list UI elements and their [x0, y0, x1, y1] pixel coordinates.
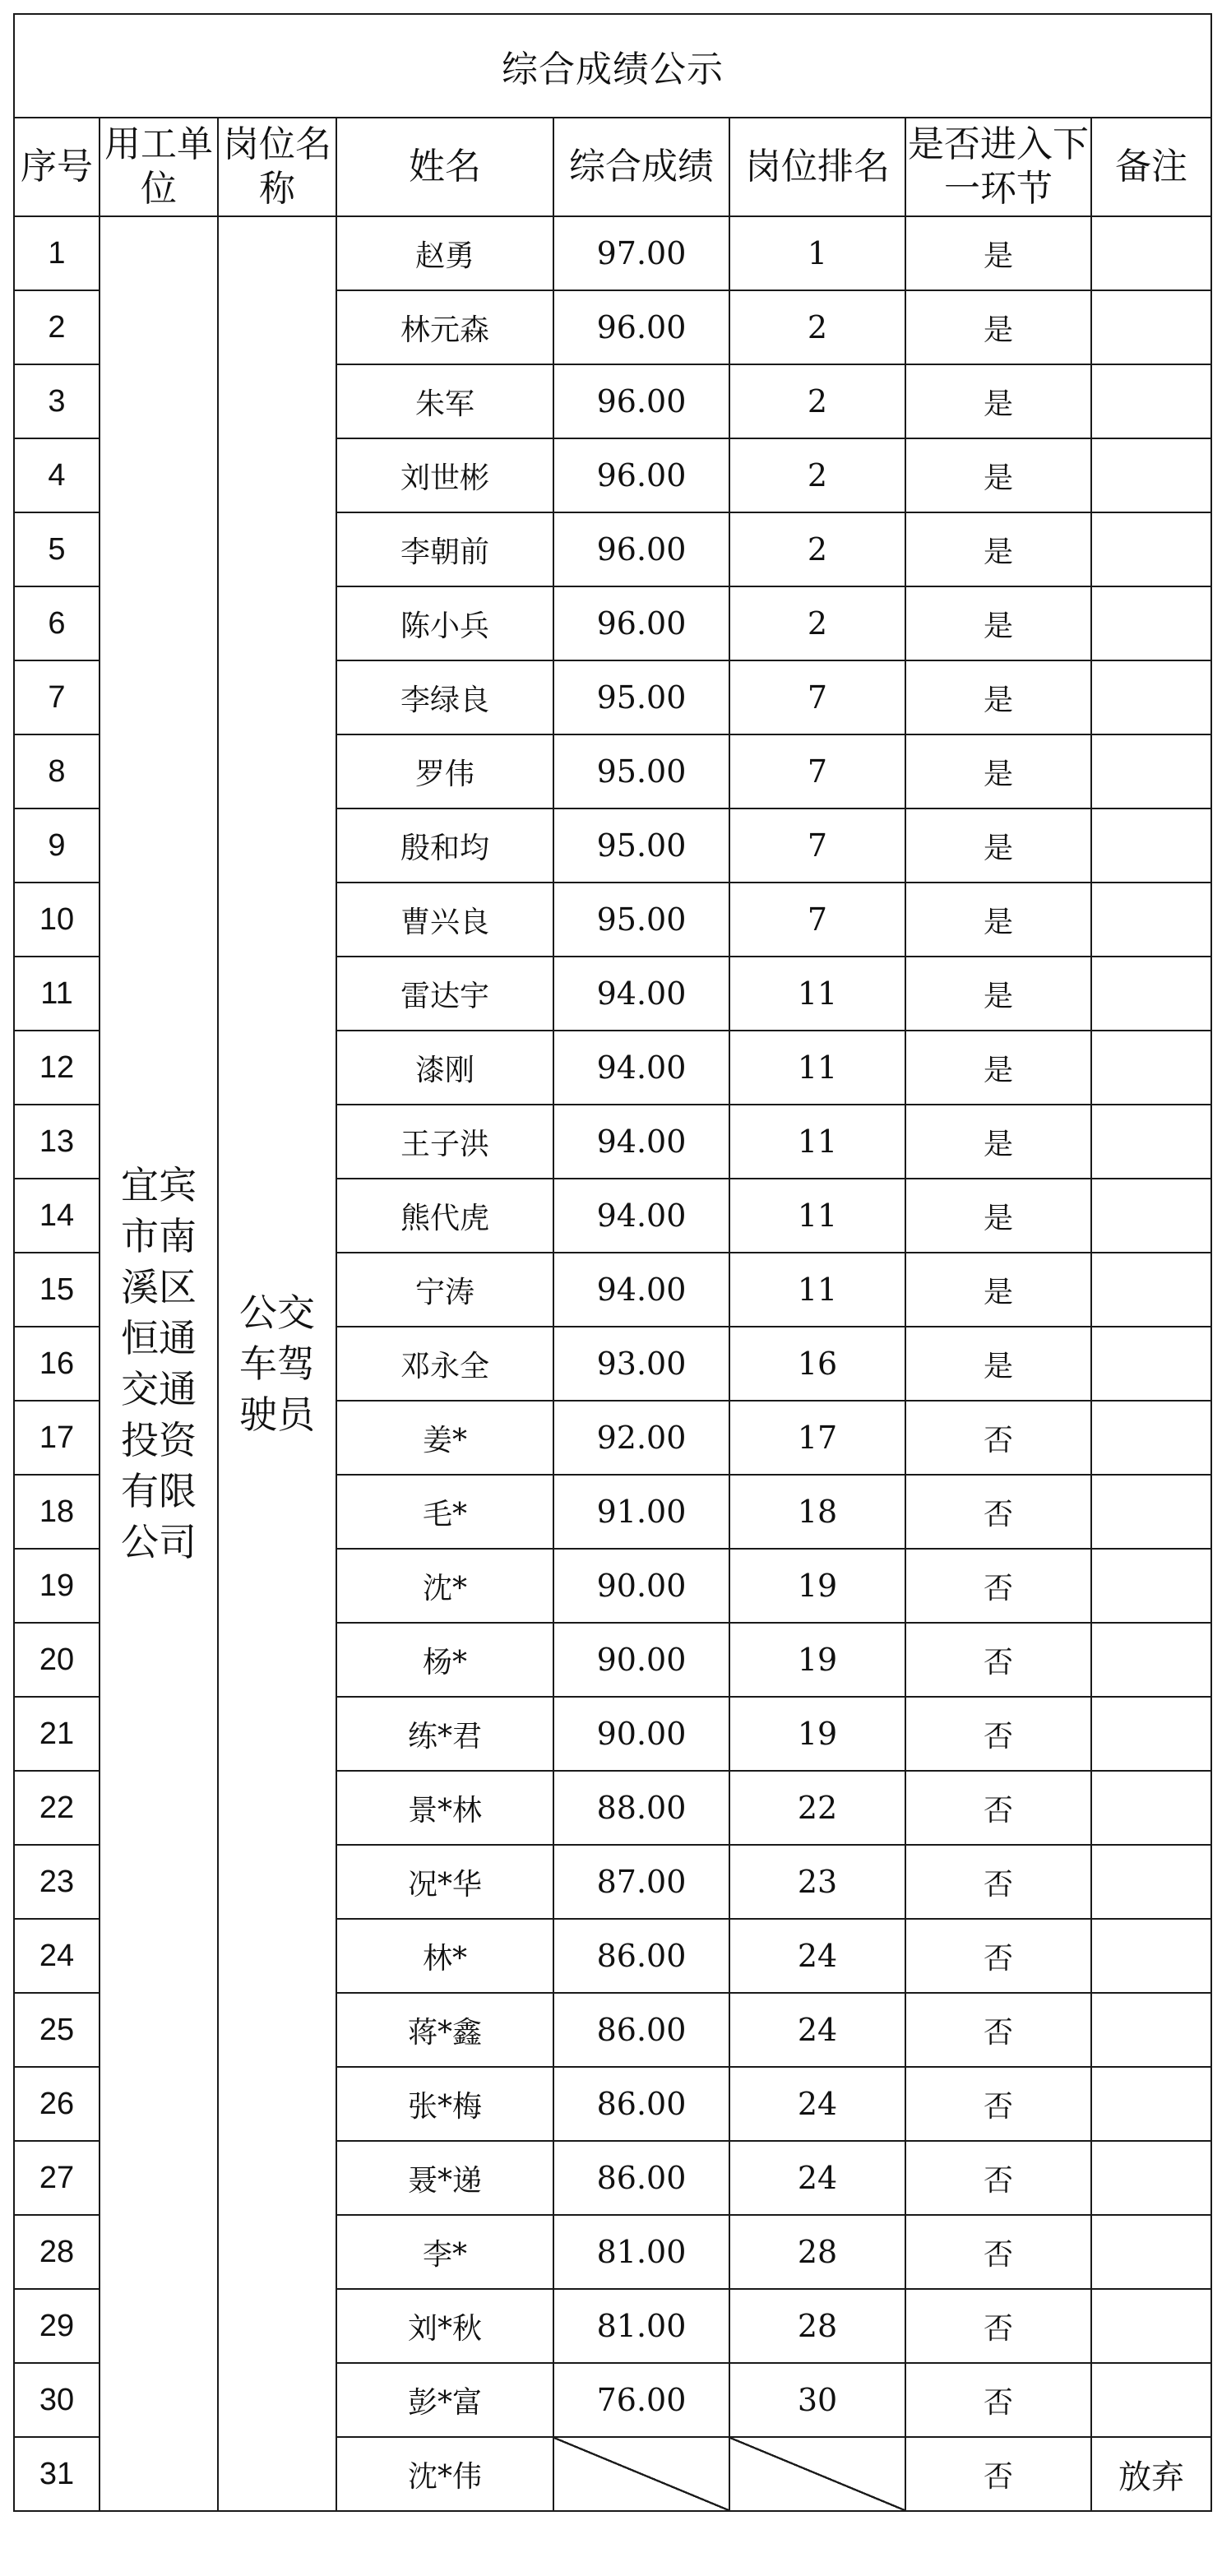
name-cell: 曹兴良	[336, 883, 553, 957]
header-note: 备注	[1091, 118, 1211, 216]
score-cell: 96.00	[553, 290, 729, 364]
rank-cell: 28	[729, 2289, 905, 2363]
rank-cell: 2	[729, 290, 905, 364]
name-cell: 蒋*鑫	[336, 1993, 553, 2067]
row-index: 5	[14, 512, 100, 586]
row-index: 11	[14, 957, 100, 1031]
row-index: 12	[14, 1031, 100, 1105]
note-cell	[1091, 883, 1211, 957]
score-cell: 95.00	[553, 660, 729, 734]
advance-cell: 否	[905, 1845, 1091, 1919]
score-cell: 97.00	[553, 216, 729, 290]
name-cell: 李*	[336, 2215, 553, 2289]
rank-cell: 2	[729, 364, 905, 438]
score-cell: 96.00	[553, 586, 729, 660]
rank-cell: 7	[729, 883, 905, 957]
rank-cell: 2	[729, 438, 905, 512]
employer-text: 宜宾市南溪区恒通交通投资有限公司	[121, 1163, 197, 1564]
score-cell: 96.00	[553, 438, 729, 512]
name-cell: 毛*	[336, 1475, 553, 1549]
name-cell: 陈小兵	[336, 586, 553, 660]
advance-cell: 否	[905, 1549, 1091, 1623]
score-cell: 95.00	[553, 734, 729, 808]
score-cell: 96.00	[553, 512, 729, 586]
rank-cell: 11	[729, 957, 905, 1031]
note-cell	[1091, 808, 1211, 883]
note-cell	[1091, 660, 1211, 734]
score-cell: 95.00	[553, 808, 729, 883]
score-cell	[553, 2437, 729, 2511]
position-cell	[218, 216, 336, 2511]
name-cell: 沈*	[336, 1549, 553, 1623]
name-cell: 刘*秋	[336, 2289, 553, 2363]
row-index: 19	[14, 1549, 100, 1623]
advance-cell: 是	[905, 1031, 1091, 1105]
score-cell: 86.00	[553, 2067, 729, 2141]
note-cell	[1091, 586, 1211, 660]
advance-cell: 是	[905, 734, 1091, 808]
advance-cell: 否	[905, 1993, 1091, 2067]
header-employer: 用工单位	[100, 118, 218, 216]
advance-cell: 否	[905, 1475, 1091, 1549]
note-cell	[1091, 290, 1211, 364]
score-cell: 87.00	[553, 1845, 729, 1919]
score-cell: 76.00	[553, 2363, 729, 2437]
score-cell: 94.00	[553, 1179, 729, 1253]
rank-cell: 24	[729, 2141, 905, 2215]
note-cell	[1091, 734, 1211, 808]
row-index: 13	[14, 1105, 100, 1179]
name-cell: 殷和均	[336, 808, 553, 883]
row-index: 8	[14, 734, 100, 808]
score-cell: 81.00	[553, 2215, 729, 2289]
score-cell: 94.00	[553, 1253, 729, 1327]
table-title: 综合成绩公示	[14, 14, 1211, 118]
rank-cell: 7	[729, 660, 905, 734]
name-cell: 练*君	[336, 1697, 553, 1771]
name-cell: 聂*递	[336, 2141, 553, 2215]
name-cell: 景*林	[336, 1771, 553, 1845]
name-cell: 罗伟	[336, 734, 553, 808]
row-index: 14	[14, 1179, 100, 1253]
row-index: 1	[14, 216, 100, 290]
score-cell: 92.00	[553, 1401, 729, 1475]
advance-cell: 否	[905, 1771, 1091, 1845]
advance-cell: 是	[905, 1253, 1091, 1327]
row-index: 22	[14, 1771, 100, 1845]
rank-cell: 19	[729, 1549, 905, 1623]
row-index: 20	[14, 1623, 100, 1697]
row-index: 28	[14, 2215, 100, 2289]
name-cell: 刘世彬	[336, 438, 553, 512]
note-cell	[1091, 438, 1211, 512]
score-cell: 90.00	[553, 1549, 729, 1623]
row-index: 27	[14, 2141, 100, 2215]
score-cell: 94.00	[553, 1105, 729, 1179]
advance-cell: 是	[905, 364, 1091, 438]
advance-cell: 是	[905, 586, 1091, 660]
rank-cell: 11	[729, 1031, 905, 1105]
results-sheet	[13, 13, 1210, 2563]
rank-cell: 7	[729, 808, 905, 883]
row-index: 9	[14, 808, 100, 883]
advance-cell: 否	[905, 2289, 1091, 2363]
row-index: 24	[14, 1919, 100, 1993]
score-cell: 91.00	[553, 1475, 729, 1549]
header-advance: 是否进入下一环节	[905, 118, 1091, 216]
rank-cell: 11	[729, 1105, 905, 1179]
note-cell	[1091, 1993, 1211, 2067]
header-name: 姓名	[336, 118, 553, 216]
row-index: 2	[14, 290, 100, 364]
rank-cell: 28	[729, 2215, 905, 2289]
rank-cell: 24	[729, 2067, 905, 2141]
note-cell	[1091, 1623, 1211, 1697]
note-cell: 放弃	[1091, 2437, 1211, 2511]
row-index: 16	[14, 1327, 100, 1401]
score-cell: 81.00	[553, 2289, 729, 2363]
table-body	[14, 216, 1211, 2511]
note-cell	[1091, 1549, 1211, 1623]
advance-cell: 是	[905, 438, 1091, 512]
name-cell: 张*梅	[336, 2067, 553, 2141]
score-cell: 90.00	[553, 1697, 729, 1771]
advance-cell: 否	[905, 1919, 1091, 1993]
advance-cell: 是	[905, 290, 1091, 364]
advance-cell: 是	[905, 808, 1091, 883]
score-cell: 94.00	[553, 1031, 729, 1105]
row-index: 23	[14, 1845, 100, 1919]
note-cell	[1091, 2215, 1211, 2289]
rank-cell	[729, 2437, 905, 2511]
name-cell: 彭*富	[336, 2363, 553, 2437]
row-index: 26	[14, 2067, 100, 2141]
note-cell	[1091, 1697, 1211, 1771]
advance-cell: 否	[905, 2141, 1091, 2215]
row-index: 7	[14, 660, 100, 734]
advance-cell: 是	[905, 660, 1091, 734]
name-cell: 邓永全	[336, 1327, 553, 1401]
rank-cell: 2	[729, 586, 905, 660]
row-index: 17	[14, 1401, 100, 1475]
advance-cell: 是	[905, 1179, 1091, 1253]
row-index: 30	[14, 2363, 100, 2437]
note-cell	[1091, 1401, 1211, 1475]
name-cell: 王子洪	[336, 1105, 553, 1179]
note-cell	[1091, 1771, 1211, 1845]
row-index: 18	[14, 1475, 100, 1549]
name-cell: 况*华	[336, 1845, 553, 1919]
note-cell	[1091, 1031, 1211, 1105]
score-cell: 90.00	[553, 1623, 729, 1697]
rank-cell: 19	[729, 1697, 905, 1771]
header-score: 综合成绩	[553, 118, 729, 216]
score-cell: 96.00	[553, 364, 729, 438]
row-index: 29	[14, 2289, 100, 2363]
advance-cell: 是	[905, 1105, 1091, 1179]
rank-cell: 22	[729, 1771, 905, 1845]
score-cell: 86.00	[553, 2141, 729, 2215]
note-cell	[1091, 1919, 1211, 1993]
advance-cell: 否	[905, 1697, 1091, 1771]
note-cell	[1091, 1105, 1211, 1179]
advance-cell: 否	[905, 2067, 1091, 2141]
name-cell: 宁涛	[336, 1253, 553, 1327]
table-row	[14, 216, 1211, 290]
name-cell: 朱军	[336, 364, 553, 438]
rank-cell: 23	[729, 1845, 905, 1919]
rank-cell: 30	[729, 2363, 905, 2437]
advance-cell: 否	[905, 1401, 1091, 1475]
name-cell: 雷达宇	[336, 957, 553, 1031]
row-index: 6	[14, 586, 100, 660]
advance-cell: 否	[905, 2437, 1091, 2511]
note-cell	[1091, 2363, 1211, 2437]
name-cell: 姜*	[336, 1401, 553, 1475]
name-cell: 林元森	[336, 290, 553, 364]
name-cell: 熊代虎	[336, 1179, 553, 1253]
name-cell: 沈*伟	[336, 2437, 553, 2511]
name-cell: 李绿良	[336, 660, 553, 734]
employer-cell	[100, 216, 218, 2511]
score-cell: 94.00	[553, 957, 729, 1031]
row-index: 3	[14, 364, 100, 438]
rank-cell: 24	[729, 1993, 905, 2067]
score-cell: 93.00	[553, 1327, 729, 1401]
row-index: 10	[14, 883, 100, 957]
note-cell	[1091, 216, 1211, 290]
row-index: 4	[14, 438, 100, 512]
name-cell: 李朝前	[336, 512, 553, 586]
advance-cell: 否	[905, 2215, 1091, 2289]
rank-cell: 18	[729, 1475, 905, 1549]
score-cell: 88.00	[553, 1771, 729, 1845]
rank-cell: 17	[729, 1401, 905, 1475]
note-cell	[1091, 1845, 1211, 1919]
rank-cell: 7	[729, 734, 905, 808]
advance-cell: 是	[905, 216, 1091, 290]
advance-cell: 是	[905, 957, 1091, 1031]
note-cell	[1091, 1179, 1211, 1253]
name-cell: 漆刚	[336, 1031, 553, 1105]
rank-cell: 1	[729, 216, 905, 290]
note-cell	[1091, 2141, 1211, 2215]
advance-cell: 是	[905, 1327, 1091, 1401]
results-table	[13, 13, 1212, 2512]
advance-cell: 否	[905, 2363, 1091, 2437]
advance-cell: 是	[905, 512, 1091, 586]
position-text: 公交车驾驶员	[239, 1290, 315, 1437]
rank-cell: 2	[729, 512, 905, 586]
header-rank: 岗位排名	[729, 118, 905, 216]
row-index: 15	[14, 1253, 100, 1327]
note-cell	[1091, 1327, 1211, 1401]
rank-cell: 11	[729, 1179, 905, 1253]
advance-cell: 否	[905, 1623, 1091, 1697]
rank-cell: 19	[729, 1623, 905, 1697]
name-cell: 赵勇	[336, 216, 553, 290]
row-index: 25	[14, 1993, 100, 2067]
row-index: 21	[14, 1697, 100, 1771]
note-cell	[1091, 512, 1211, 586]
note-cell	[1091, 957, 1211, 1031]
header-index: 序号	[14, 118, 100, 216]
rank-cell: 11	[729, 1253, 905, 1327]
note-cell	[1091, 1253, 1211, 1327]
advance-cell: 是	[905, 883, 1091, 957]
row-index: 31	[14, 2437, 100, 2511]
name-cell: 林*	[336, 1919, 553, 1993]
header-position: 岗位名称	[218, 118, 336, 216]
note-cell	[1091, 1475, 1211, 1549]
note-cell	[1091, 2289, 1211, 2363]
name-cell: 杨*	[336, 1623, 553, 1697]
score-cell: 95.00	[553, 883, 729, 957]
note-cell	[1091, 2067, 1211, 2141]
rank-cell: 24	[729, 1919, 905, 1993]
score-cell: 86.00	[553, 1919, 729, 1993]
rank-cell: 16	[729, 1327, 905, 1401]
score-cell: 86.00	[553, 1993, 729, 2067]
note-cell	[1091, 364, 1211, 438]
